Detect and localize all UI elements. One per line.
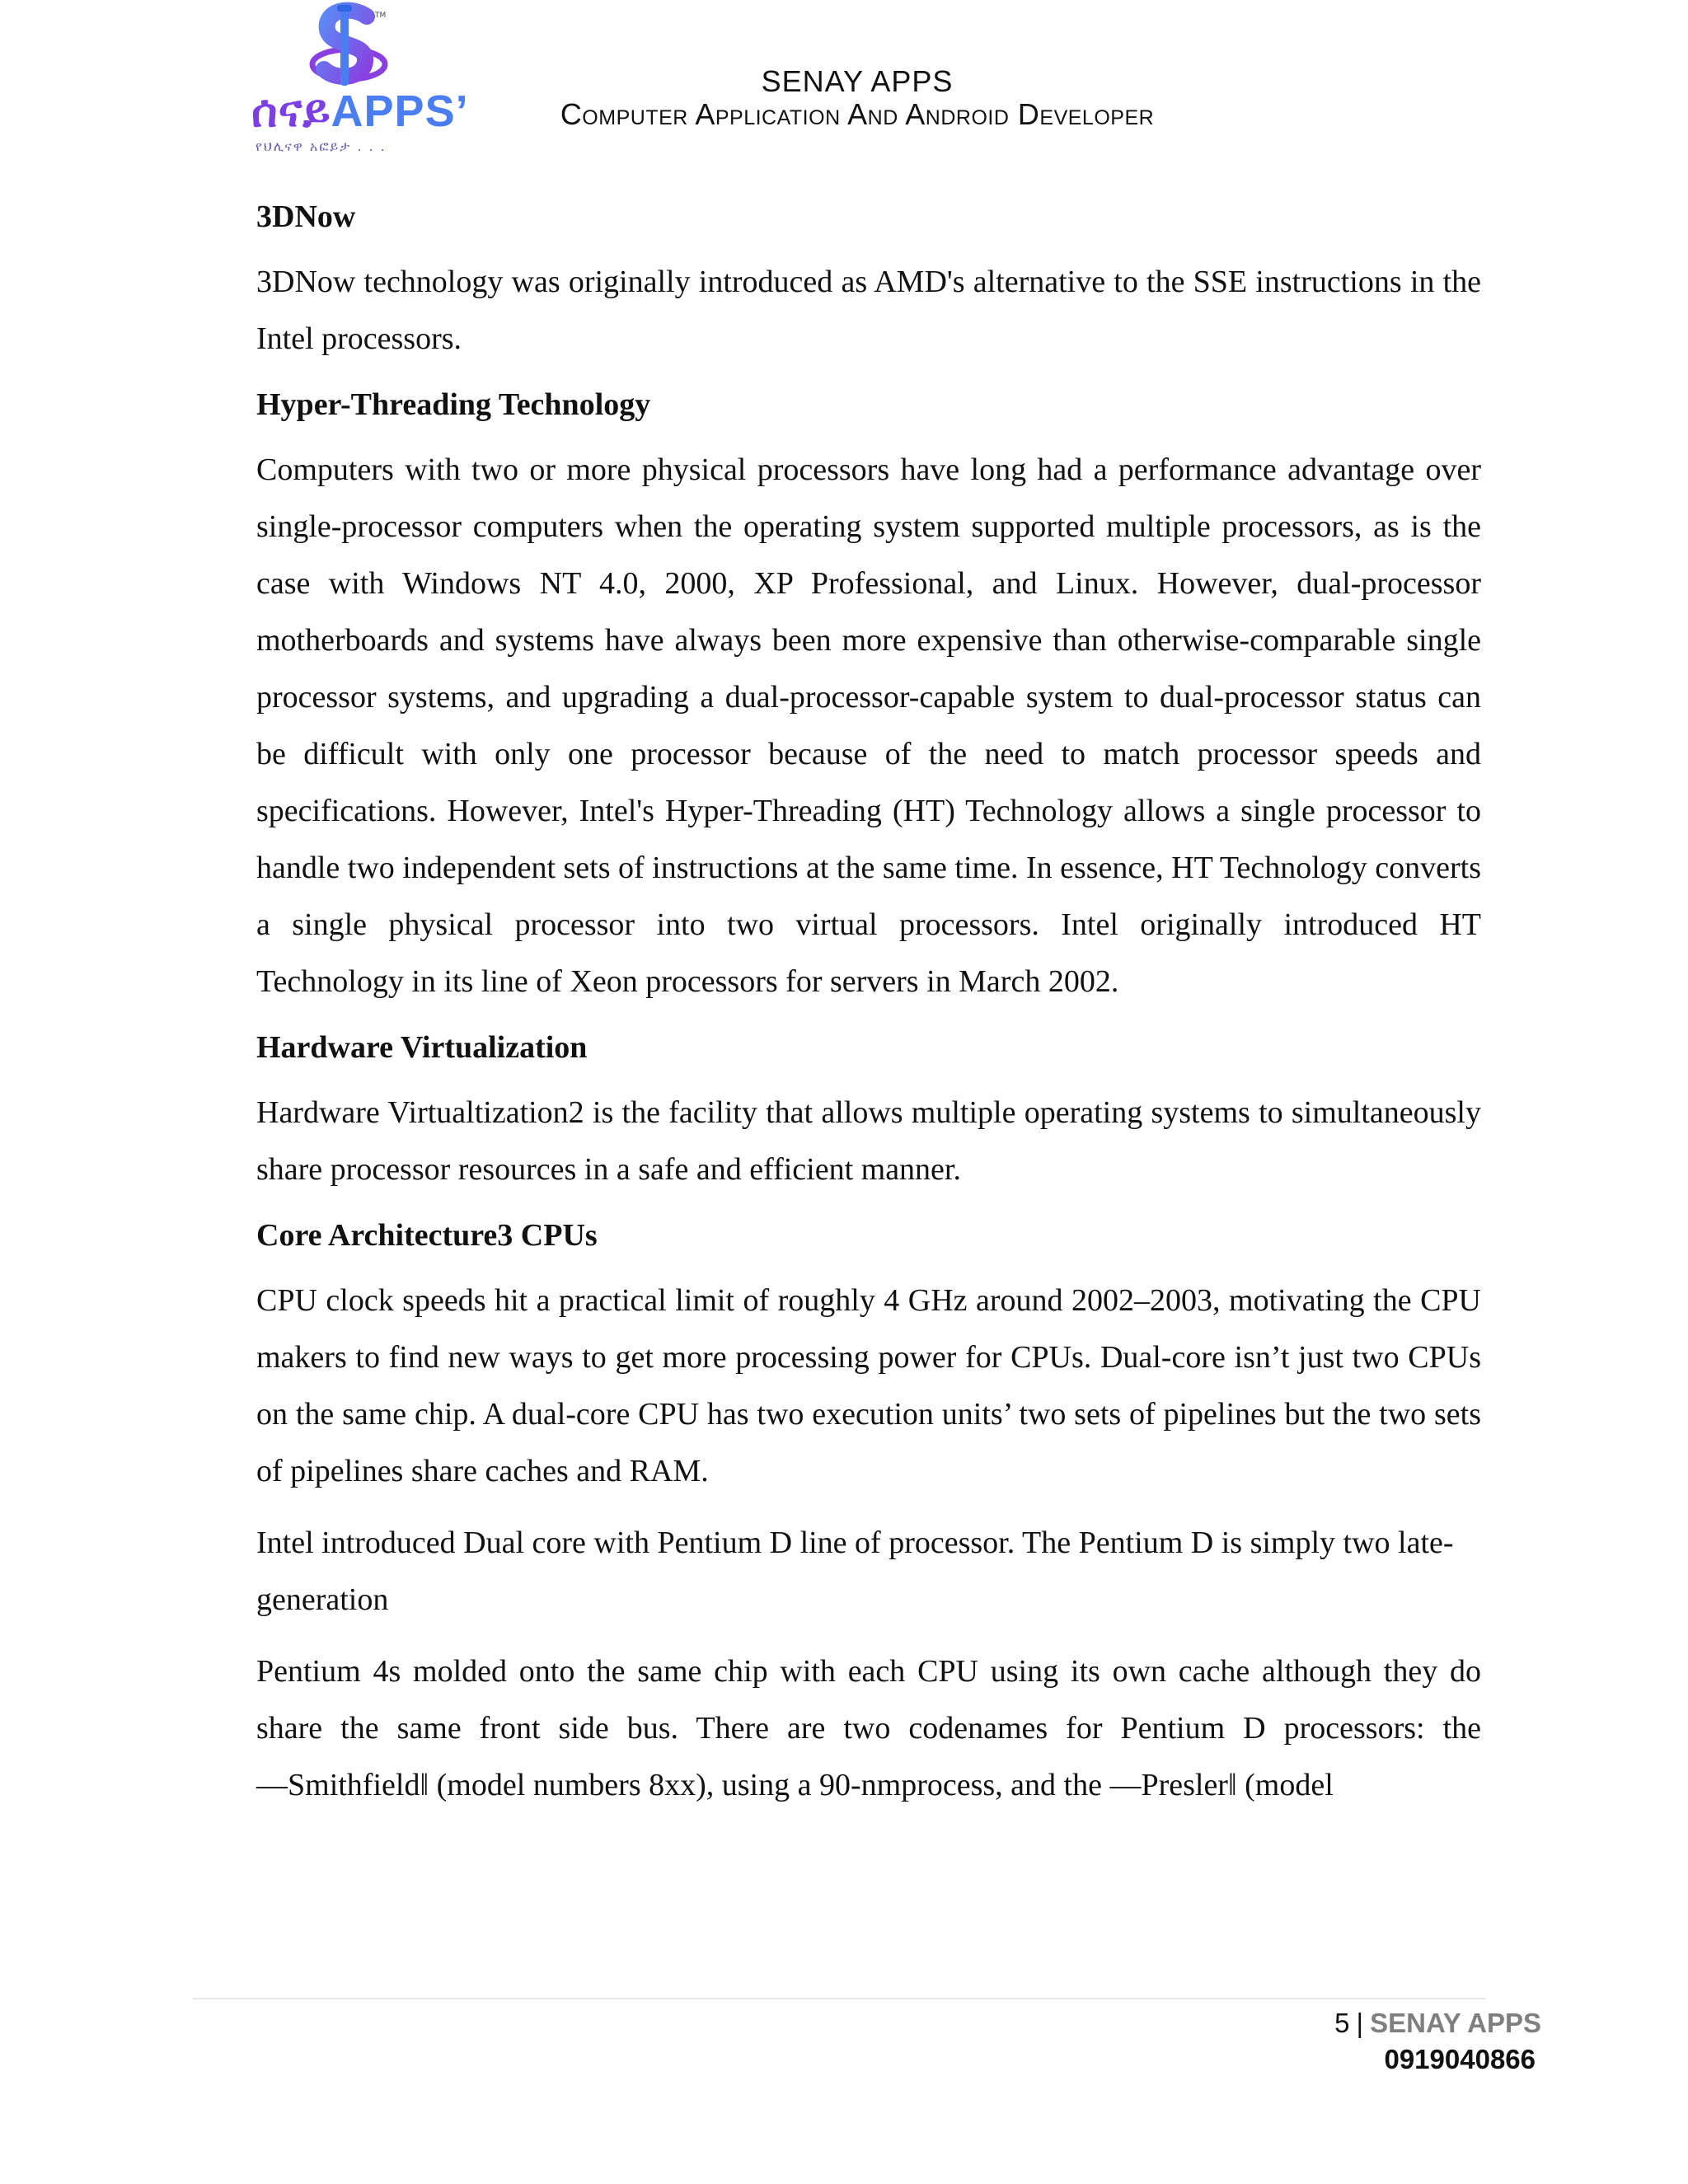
page-number: 5 <box>1334 2008 1350 2038</box>
page-header <box>0 0 1688 165</box>
paragraph: CPU clock speeds hit a practical limit of roughly 4 GHz around 2002–2003, motivating the CPU makers to find new ways to get more processing power for CPUs. Dual-core isn’t just two CPUs on the same chip. A dual-core CPU has two execution units’ two sets of pipelines but the two sets of pipelines share caches and RAM. <box>256 1283 1481 1488</box>
footer-divider <box>192 1998 1486 1999</box>
paragraph: Intel introduced Dual core with Pentium D line of processor. The Pentium D is simply two late-generation <box>256 1526 1454 1617</box>
section-heading: Hyper-Threading Technology <box>256 387 651 422</box>
footer-phone: 0919040866 <box>1384 2044 1536 2074</box>
paragraph: Computers with two or more physical processors have long had a performance advantage over single-processor computers when the operating system supported multiple processors, as is the case with Windows NT 4.0, 2000, XP Professional, and Linux. However, dual-processor motherboards and systems have always been more expensive than otherwise-comparable single processor systems, and upgrading a dual-processor-capable system to dual-processor status can be difficult with only one processor because of the need to match processor speeds and specifications. However, Intel's Hyper-Threading (HT) Technology allows a single processor to handle two independent sets of instructions at the same time. In essence, HT Technology converts a single physical processor into two virtual processors. Intel originally introduced HT Technology in its line of Xeon processors for servers in March 2002. <box>256 452 1482 999</box>
trademark-mark: TM <box>375 12 387 20</box>
section-heading: Hardware Virtualization <box>256 1030 588 1065</box>
document-body <box>256 194 1481 1829</box>
brand-tagline: የህሊናዋ አፎይታ . . . <box>256 138 387 154</box>
header-subtitle: Computer Application And Android Developer <box>560 97 1155 131</box>
brand-latin: APPS’ <box>331 87 469 136</box>
dollar-s-logo-icon <box>251 0 466 99</box>
paragraph: 3DNow technology was originally introduced as AMD's alternative to the SSE instructions in the Intel processors. <box>256 265 1481 356</box>
brand-amharic: ሰናይ <box>251 87 331 136</box>
footer-page-info <box>1334 2008 1541 2039</box>
footer-separator: | <box>1356 2008 1364 2038</box>
header-title: SENAY APPS <box>761 64 954 98</box>
section-heading: 3DNow <box>256 199 356 234</box>
paragraph: Pentium 4s molded onto the same chip with each CPU using its own cache although they do share the same front side bus. There are two codenames for Pentium D processors: the ―Smithfield‖ (model numbers 8xx), using a 90-nmprocess, and the ―Presler‖ (model <box>256 1654 1481 1802</box>
brand-wordmark <box>251 89 469 134</box>
footer-brand: SENAY APPS <box>1370 2008 1541 2038</box>
section-heading: Core Architecture3 CPUs <box>256 1218 598 1253</box>
paragraph: Hardware Virtualtization2 is the facility that allows multiple operating systems to simultaneously share processor resources in a safe and efficient manner. <box>256 1095 1481 1187</box>
